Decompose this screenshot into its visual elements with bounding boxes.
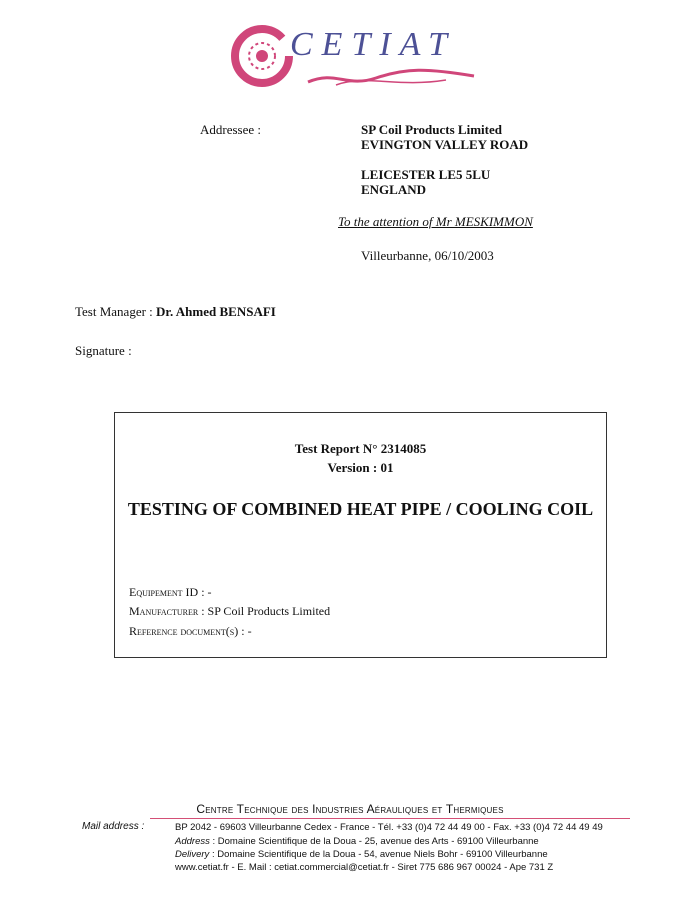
manufacturer-label: Manufacturer :	[129, 604, 205, 618]
footer-organization-name: Centre Technique des Industries Aérauliques et Thermiques	[196, 802, 504, 816]
report-number: Test Report N° 2314085	[294, 441, 427, 456]
delivery-address-label: Delivery	[175, 849, 210, 860]
web-email-line: www.cetiat.fr - E. Mail : cetiat.commercial@cetiat.fr - Siret 775 686 967 00024 - Ape 731 Z	[175, 862, 554, 873]
test-manager-name: Dr. Ahmed BENSAFI	[156, 304, 276, 319]
test-manager	[75, 304, 276, 320]
report-box	[114, 412, 607, 658]
footer-divider	[150, 818, 630, 819]
street-address	[175, 836, 539, 847]
equipment-id-value: -	[207, 585, 212, 599]
addressee-company: SP Coil Products Limited	[361, 122, 502, 137]
reference-documents-value: -	[247, 624, 252, 638]
delivery-address	[175, 849, 548, 860]
mail-address: BP 2042 - 69603 Villeurbanne Cedex - France - Tél. +33 (0)4 72 44 49 00 - Fax. +33 (0)4 72 44 49 49	[175, 822, 603, 833]
place-date: Villeurbanne, 06/10/2003	[361, 248, 494, 263]
report-version: Version : 01	[327, 460, 394, 475]
addressee-street: EVINGTON VALLEY ROAD	[361, 137, 529, 152]
report-title: TESTING OF COMBINED HEAT PIPE / COOLING COIL	[127, 499, 594, 519]
logo-wordmark: CETIAT	[290, 26, 457, 63]
addressee-city: LEICESTER LE5 5LU	[361, 167, 491, 182]
test-manager-label: Test Manager :	[75, 304, 153, 319]
logo-swoosh-icon	[306, 66, 476, 88]
reference-documents-label: Reference document(s) :	[129, 624, 245, 638]
mail-address-label: Mail address :	[82, 821, 145, 832]
street-address-label: Address	[175, 836, 210, 847]
logo-ring-icon	[228, 22, 298, 92]
addressee-country: ENGLAND	[361, 182, 427, 197]
footer-organization	[0, 802, 700, 816]
attention-line: To the attention of Mr MESKIMMON	[338, 214, 533, 229]
cetiat-logo	[228, 22, 488, 90]
equipment-id-label: Equipement ID :	[129, 585, 205, 599]
equipment-id	[129, 585, 212, 600]
manufacturer-value: SP Coil Products Limited	[207, 604, 331, 618]
signature-label: Signature :	[75, 343, 132, 358]
addressee-label: Addressee :	[200, 122, 262, 137]
street-address-value: : Domaine Scientifique de la Doua - 25, avenue des Arts - 69100 Villeurbanne	[212, 836, 539, 847]
manufacturer	[129, 604, 330, 619]
delivery-address-value: : Domaine Scientifique de la Doua - 54, avenue Niels Bohr - 69100 Villeurbanne	[211, 849, 548, 860]
reference-documents	[129, 624, 252, 639]
